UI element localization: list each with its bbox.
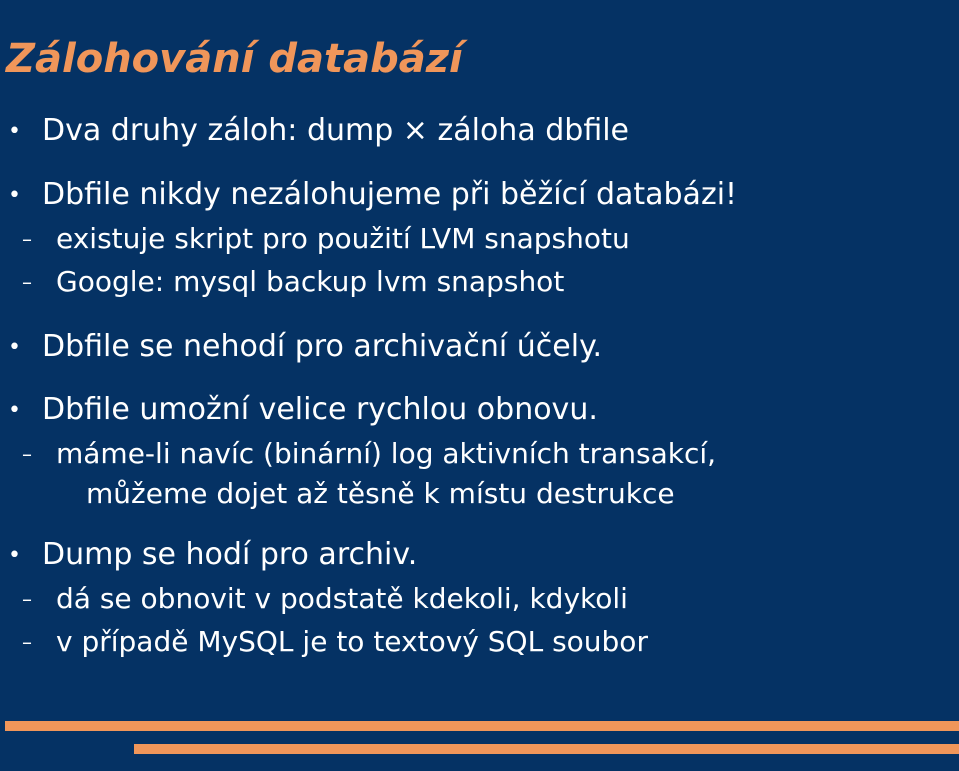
subitem-text: v případě MySQL je to textový SQL soubor	[56, 625, 648, 658]
dash-marker: –	[22, 630, 32, 654]
dash-marker: –	[22, 227, 32, 251]
bullet-marker: •	[8, 398, 21, 423]
slide-title: Zálohování databází	[6, 36, 463, 82]
subitem-text: existuje skript pro použití LVM snapshotu	[56, 222, 630, 255]
footer-bar-top	[5, 721, 959, 731]
bullet-marker: •	[8, 335, 21, 360]
bullet-marker: •	[8, 119, 21, 144]
bullet-marker: •	[8, 183, 21, 208]
bullet-text: Dbfile nikdy nezálohujeme při běžící databázi!	[42, 177, 738, 212]
footer-bar-bottom	[134, 744, 959, 754]
bullet-text: Dbfile umožní velice rychlou obnovu.	[42, 392, 598, 427]
subitem-text: dá se obnovit v podstatě kdekoli, kdykoli	[56, 582, 628, 615]
bullet-text: Dbfile se nehodí pro archivační účely.	[42, 329, 603, 364]
dash-marker: –	[22, 270, 32, 294]
subitem-continuation: můžeme dojet až těsně k místu destrukce	[86, 477, 675, 510]
subitem-text: Google: mysql backup lvm snapshot	[56, 265, 565, 298]
bullet-text: Dump se hodí pro archiv.	[42, 537, 418, 572]
dash-marker: –	[22, 587, 32, 611]
subitem-text: máme-li navíc (binární) log aktivních transakcí,	[56, 437, 717, 470]
dash-marker: –	[22, 442, 32, 466]
bullet-text: Dva druhy záloh: dump × záloha dbfile	[42, 113, 630, 148]
bullet-marker: •	[8, 543, 21, 568]
